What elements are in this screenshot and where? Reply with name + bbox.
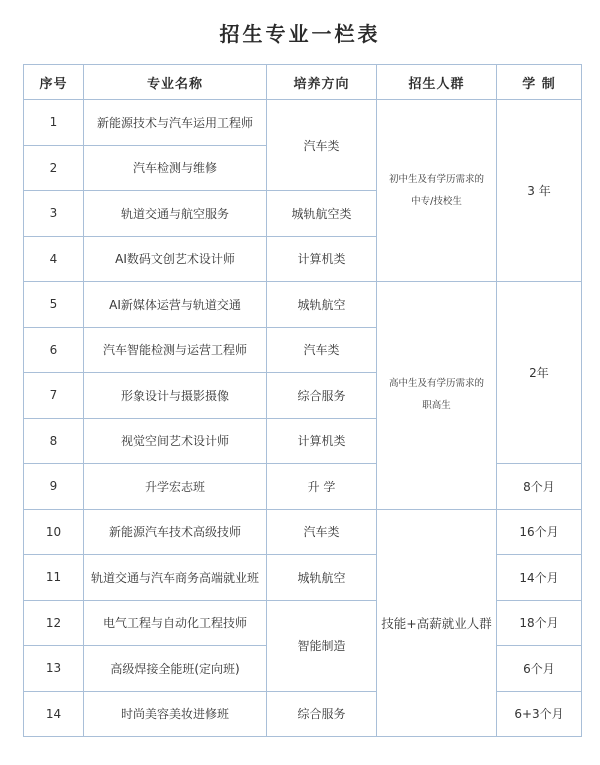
row-number: 4 — [24, 236, 84, 282]
audience-cell-skills: 技能+高薪就业人群 — [377, 509, 497, 737]
enrollment-table — [23, 64, 582, 737]
major-name: 电气工程与自动化工程技师 — [84, 600, 267, 646]
audience-line: 初中生及有学历需求的 — [388, 173, 484, 185]
direction-cell: 城轨航空 — [267, 282, 377, 328]
direction-cell: 汽车类 — [267, 327, 377, 373]
table-row — [24, 282, 582, 328]
direction-cell: 综合服务 — [267, 373, 377, 419]
row-number: 9 — [24, 464, 84, 510]
duration-cell: 6个月 — [497, 646, 582, 692]
direction-cell: 升 学 — [267, 464, 377, 510]
major-name: AI数码文创艺术设计师 — [84, 236, 267, 282]
direction-cell: 综合服务 — [267, 691, 377, 737]
row-number: 2 — [24, 145, 84, 191]
row-number: 5 — [24, 282, 84, 328]
row-number: 7 — [24, 373, 84, 419]
major-name: 升学宏志班 — [84, 464, 267, 510]
header-direction: 培养方向 — [267, 65, 377, 100]
row-number: 6 — [24, 327, 84, 373]
row-number: 11 — [24, 555, 84, 601]
table-row — [24, 600, 582, 646]
header-duration: 学 制 — [497, 65, 582, 100]
direction-cell: 城轨航空 — [267, 555, 377, 601]
major-name: 轨道交通与航空服务 — [84, 191, 267, 237]
duration-cell: 18个月 — [497, 600, 582, 646]
audience-line: 职高生 — [422, 400, 451, 412]
audience-cell-junior — [377, 100, 497, 282]
major-name: 汽车智能检测与运营工程师 — [84, 327, 267, 373]
table-row — [24, 464, 582, 510]
page-title: 招生专业一栏表 — [219, 22, 381, 46]
duration-cell: 16个月 — [497, 509, 582, 555]
duration-cell: 3 年 — [497, 100, 582, 282]
direction-cell: 汽车类 — [267, 100, 377, 191]
major-name: 视觉空间艺术设计师 — [84, 418, 267, 464]
major-name: 时尚美容美妆进修班 — [84, 691, 267, 737]
major-name: 新能源汽车技术高级技师 — [84, 509, 267, 555]
audience-line: 中专/技校生 — [411, 195, 462, 207]
major-name: 轨道交通与汽车商务高端就业班 — [84, 555, 267, 601]
major-name: AI新媒体运营与轨道交通 — [84, 282, 267, 328]
duration-cell: 8个月 — [497, 464, 582, 510]
row-number: 1 — [24, 100, 84, 146]
table-row — [24, 509, 582, 555]
row-number: 14 — [24, 691, 84, 737]
duration-cell: 6+3个月 — [497, 691, 582, 737]
header-major: 专业名称 — [84, 65, 267, 100]
major-name: 新能源技术与汽车运用工程师 — [84, 100, 267, 146]
direction-cell: 计算机类 — [267, 418, 377, 464]
row-number: 10 — [24, 509, 84, 555]
major-name: 高级焊接全能班(定向班) — [84, 646, 267, 692]
row-number: 12 — [24, 600, 84, 646]
header-no: 序号 — [24, 65, 84, 100]
direction-cell: 汽车类 — [267, 509, 377, 555]
row-number: 8 — [24, 418, 84, 464]
duration-cell: 2年 — [497, 282, 582, 464]
major-name: 形象设计与摄影摄像 — [84, 373, 267, 419]
direction-cell: 智能制造 — [267, 600, 377, 691]
table-row — [24, 555, 582, 601]
direction-cell: 计算机类 — [267, 236, 377, 282]
duration-cell: 14个月 — [497, 555, 582, 601]
audience-line: 高中生及有学历需求的 — [388, 378, 484, 390]
header-audience: 招生人群 — [377, 65, 497, 100]
row-number: 3 — [24, 191, 84, 237]
direction-cell: 城轨航空类 — [267, 191, 377, 237]
header-row — [24, 65, 582, 100]
table-row — [24, 691, 582, 737]
audience-cell-senior — [377, 282, 497, 510]
row-number: 13 — [24, 646, 84, 692]
table-row — [24, 100, 582, 146]
major-name: 汽车检测与维修 — [84, 145, 267, 191]
